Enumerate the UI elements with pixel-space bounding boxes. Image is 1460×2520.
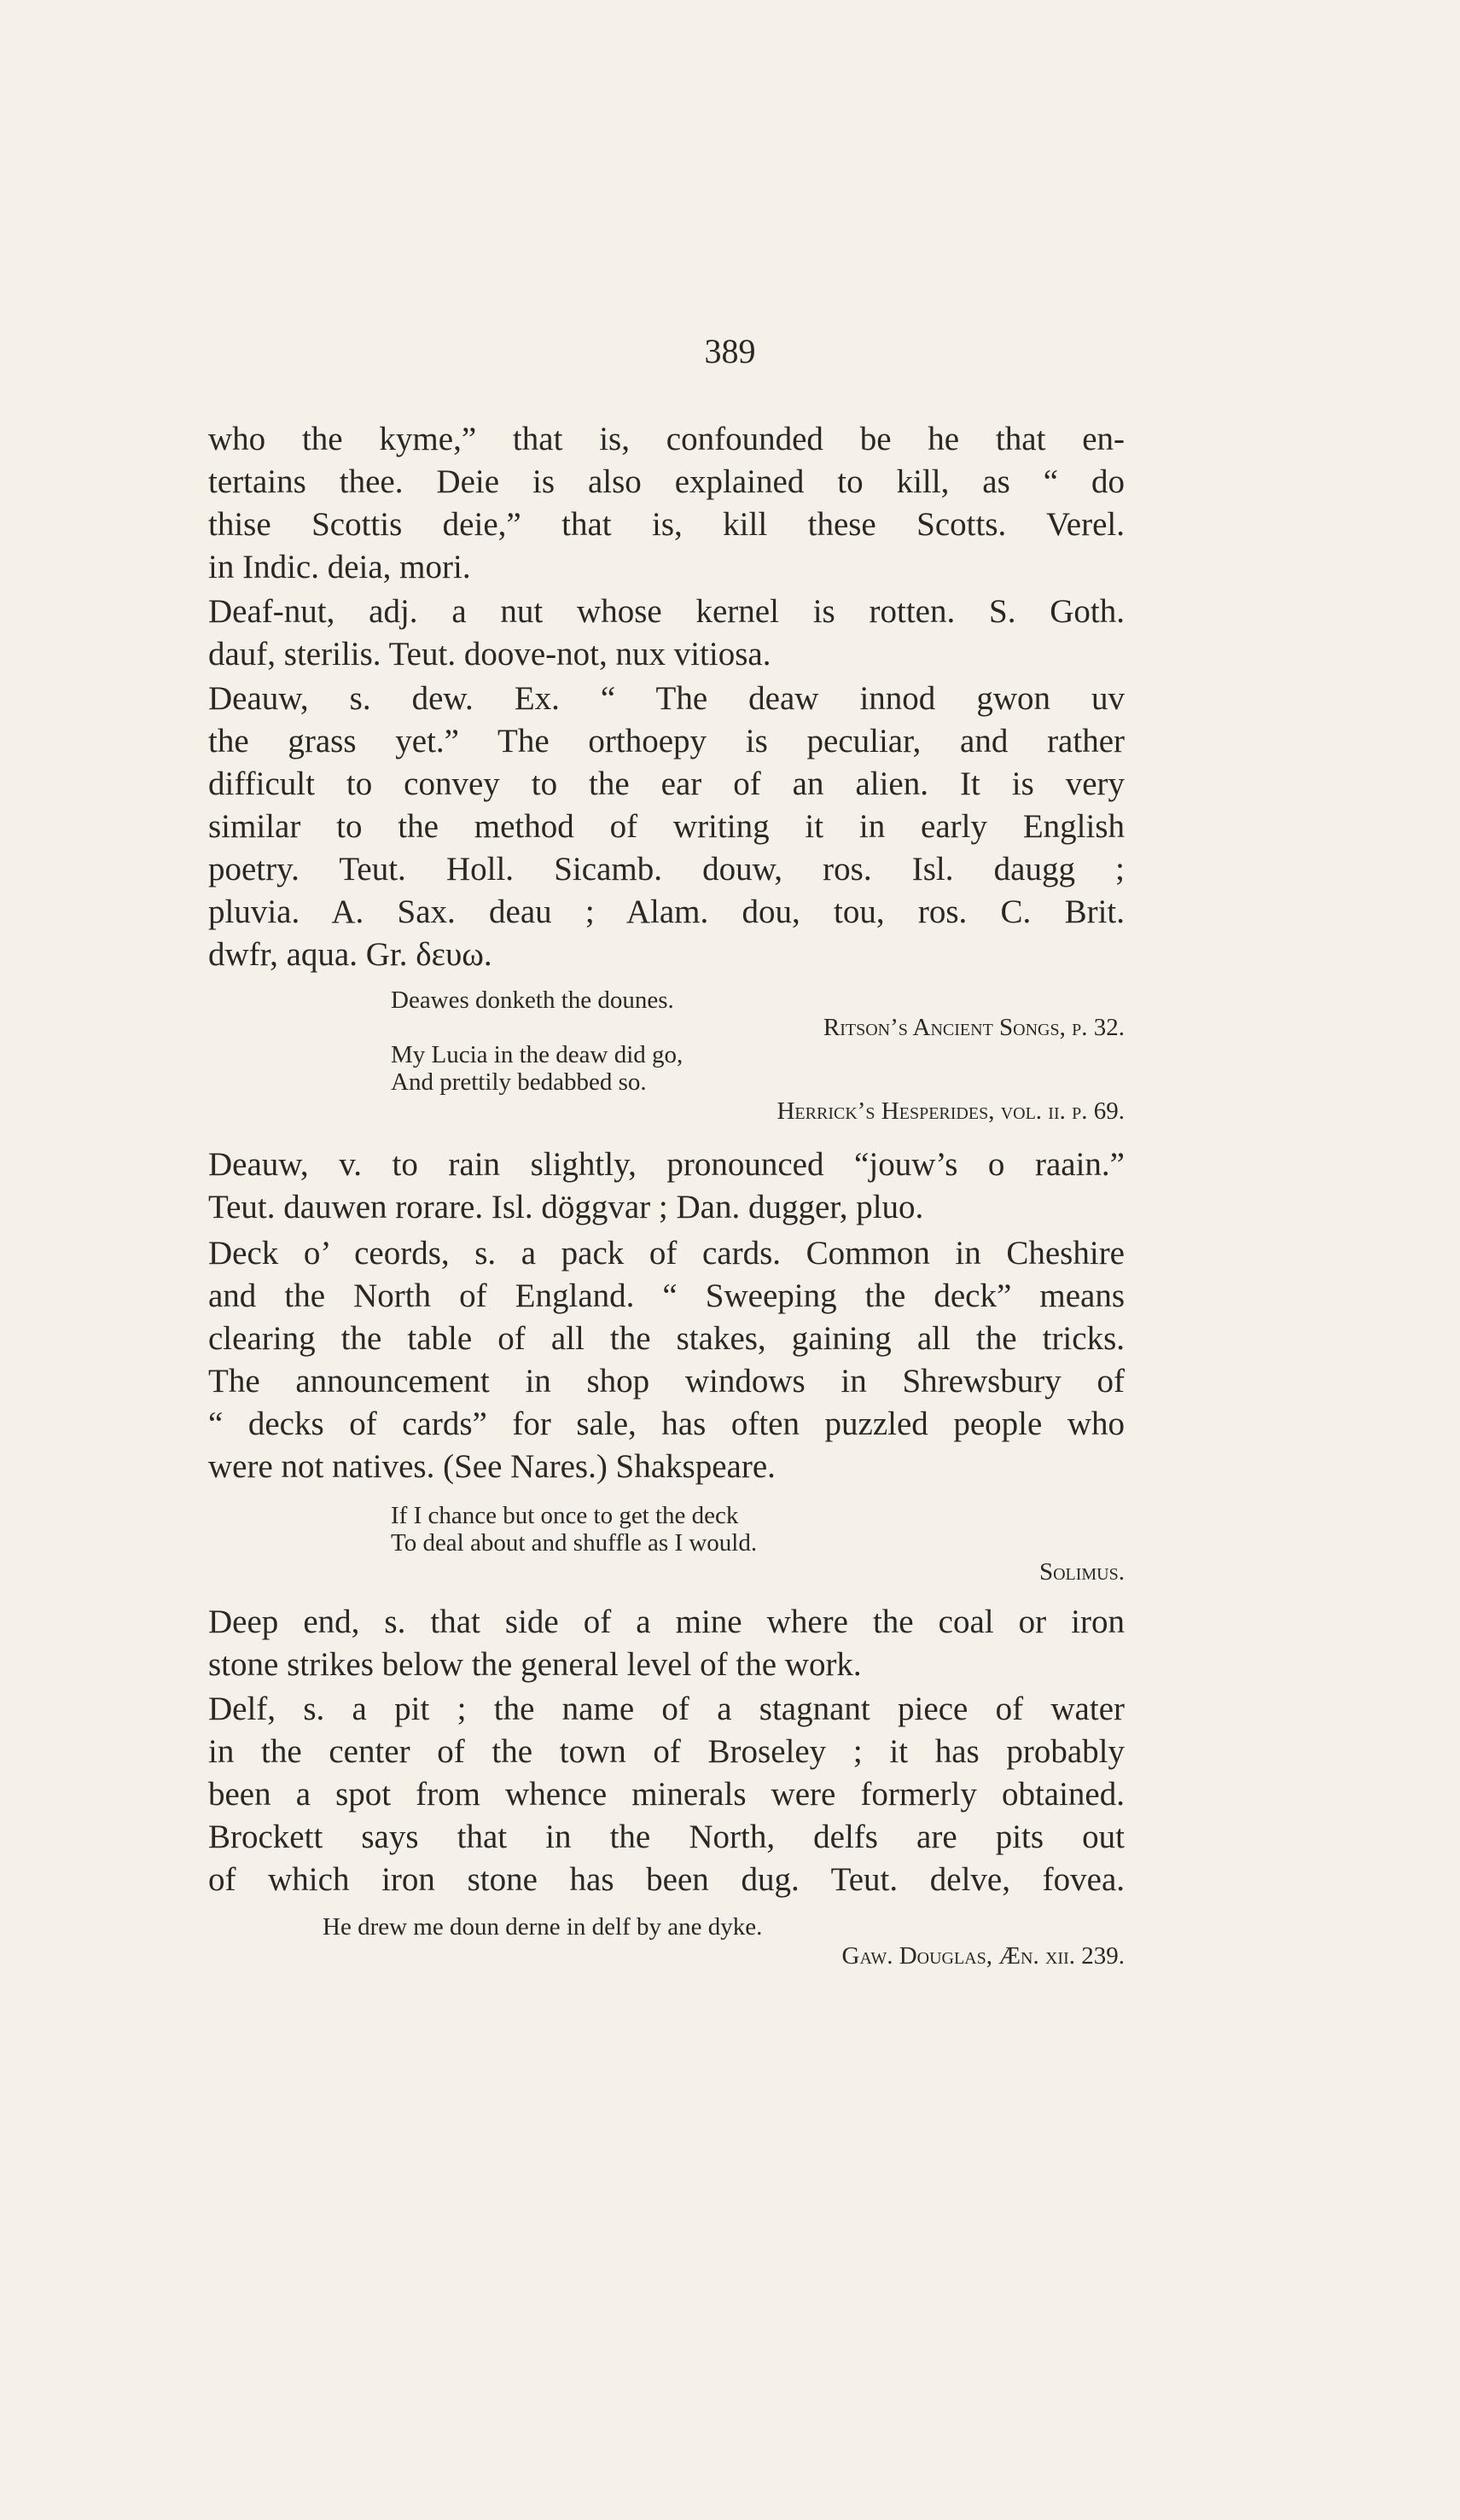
quote-attribution: Ritson’s Ancient Songs, p. 32.: [823, 1014, 1125, 1041]
entry-deaf-nut: Deaf-nut, adj. a nut whose kernel is rotten. S. Goth.: [208, 593, 1125, 630]
text-line: pluvia. A. Sax. deau ; Alam. dou, tou, ros. C. Brit.: [208, 893, 1125, 930]
text-line: tertains thee. Deie is also explained to kill, as “ do: [208, 463, 1125, 500]
text-line: poetry. Teut. Holl. Sicamb. douw, ros. Isl. daugg ;: [208, 851, 1125, 888]
text-line: in Indic. deia, mori.: [208, 549, 471, 585]
quote-line: And prettily bedabbed so.: [391, 1068, 647, 1096]
quote-line: To deal about and shuffle as I would.: [391, 1529, 758, 1557]
text-line: the grass yet.” The orthoepy is peculiar, and rather: [208, 723, 1125, 759]
text-line: Teut. dauwen rorare. Isl. döggvar ; Dan. dugger, pluo.: [208, 1189, 924, 1225]
entry-deep-end: Deep end, s. that side of a mine where the coal or iron: [208, 1603, 1125, 1640]
quote-line: If I chance but once to get the deck: [391, 1502, 739, 1529]
text-line: similar to the method of writing it in early English: [208, 808, 1125, 845]
text-line: The announcement in shop windows in Shrewsbury of: [208, 1363, 1125, 1400]
text-line: of which iron stone has been dug. Teut. delve, fovea.: [208, 1861, 1125, 1898]
text-line: were not natives. (See Nares.) Shakspeare.: [208, 1448, 776, 1485]
entry-deauw-noun: Deauw, s. dew. Ex. “ The deaw innod gwon uv: [208, 680, 1125, 717]
entry-deauw-verb: Deauw, v. to rain slightly, pronounced “jouw’s o raain.”: [208, 1146, 1125, 1183]
text-line: difficult to convey to the ear of an alien. It is very: [208, 765, 1125, 802]
text-line: dwfr, aqua. Gr. δευω.: [208, 936, 492, 973]
quote-line: He drew me doun derne in delf by ane dyke.: [323, 1913, 763, 1941]
entry-delf: Delf, s. a pit ; the name of a stagnant piece of water: [208, 1691, 1125, 1727]
text-line: stone strikes below the general level of the work.: [208, 1646, 862, 1683]
text-line: been a spot from whence minerals were formerly obtained.: [208, 1776, 1125, 1813]
page-number: 389: [704, 332, 756, 370]
text-line: in the center of the town of Broseley ; it has probably: [208, 1733, 1125, 1770]
text-line: Brockett says that in the North, delfs are pits out: [208, 1819, 1125, 1855]
text-line: “ decks of cards” for sale, has often puzzled people who: [208, 1405, 1125, 1442]
text-line: clearing the table of all the stakes, gaining all the tricks.: [208, 1320, 1125, 1357]
text-line: dauf, sterilis. Teut. doove-not, nux vitiosa.: [208, 636, 771, 672]
text-line: thise Scottis deie,” that is, kill these Scotts. Verel.: [208, 506, 1125, 543]
quote-attribution: Herrick’s Hesperides, vol. ii. p. 69.: [777, 1097, 1125, 1125]
entry-deck-o-ceords: Deck o’ ceords, s. a pack of cards. Common in Cheshire: [208, 1235, 1125, 1272]
text-line: and the North of England. “ Sweeping the deck” means: [208, 1277, 1125, 1314]
text-line: who the kyme,” that is, confounded be he that en-: [208, 421, 1125, 457]
quote-attribution: Solimus.: [1038, 1558, 1125, 1586]
quote-line: My Lucia in the deaw did go,: [391, 1041, 683, 1068]
quote-line: Deawes donketh the dounes.: [391, 986, 674, 1014]
quote-attribution: Gaw. Douglas, Æn. xii. 239.: [841, 1942, 1125, 1970]
